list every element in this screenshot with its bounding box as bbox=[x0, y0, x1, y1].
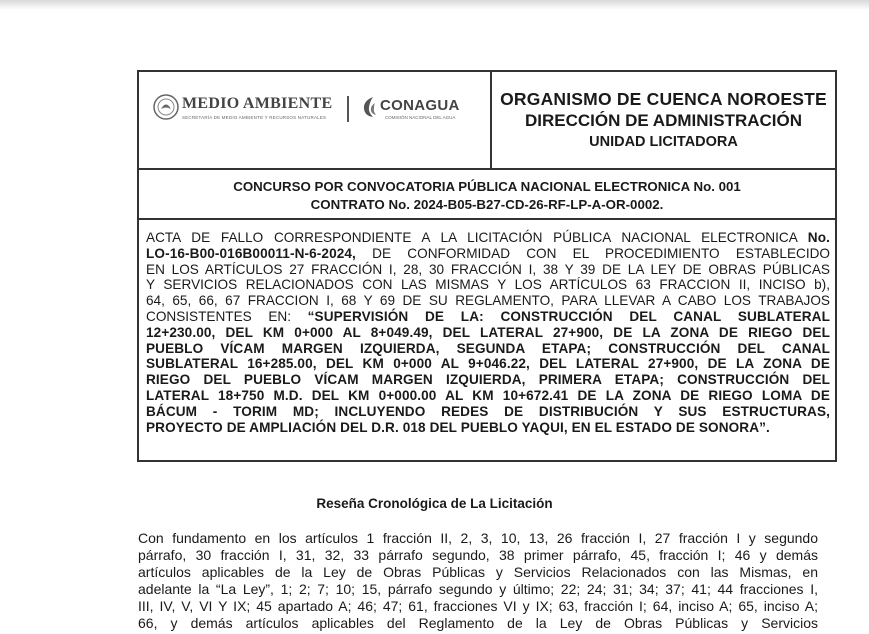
acta-text-segment: ACTA DE FALLO CORRESPONDIENTE A LA LICITACIÓN PÚBLICA NACIONAL ELECTRONICA bbox=[146, 230, 808, 245]
paragraph-line: adelante la “La Ley”, 1; 2; 7; 10; 15, párrafo segundo y último; 22; 24; 31; 34; 37; 41; 44 fracciones I, bbox=[138, 581, 818, 597]
contrato-line: CONTRATO No. 2024-B05-B27-CD-26-RF-LP-A-OR-0002. bbox=[310, 197, 664, 212]
organism-title-cell bbox=[492, 72, 835, 168]
page-top-shadow bbox=[0, 0, 869, 10]
acta-line: LATERAL 18+750 M.D. DEL KM 0+000.00 AL KM 10+672.41 DE LA ZONA DE RIEGO LOMA DE bbox=[146, 387, 830, 403]
mexico-emblem-icon bbox=[153, 94, 179, 120]
acta-line: PUEBLO VÍCAM MARGEN IZQUIERDA, SEGUNDA ETAPA; CONSTRUCCIÓN DEL CANAL bbox=[146, 340, 830, 356]
direccion-title: DIRECCIÓN DE ADMINISTRACIÓN bbox=[524, 111, 803, 130]
conagua-logo-icon bbox=[359, 95, 379, 119]
paragraph-line: III, IV, V, VI Y IX; 45 apartado A; 46; 47; 61, fracciones VI y IX; 63, fracción I; 64, inciso A; 65, inciso A; bbox=[138, 598, 818, 614]
logo-medio-ambiente-sub: SECRETARÍA DE MEDIO AMBIENTE Y RECURSOS NATURALES bbox=[182, 115, 327, 120]
organismo-title: ORGANISMO DE CUENCA NOROESTE bbox=[500, 89, 827, 109]
paragraph-line: 66, y demás artículos aplicables del Reglamento de la Ley de Obras Públicas y Servicios bbox=[138, 615, 818, 631]
acta-line bbox=[146, 246, 830, 262]
acta-line: 12+230.00, DEL KM 0+000 AL 8+049.49, DEL LATERAL 27+900, DE LA ZONA DE RIEGO DEL bbox=[146, 324, 830, 340]
acta-line: BÁCUM - TORIM MD; INCLUYENDO REDES DE DISTRIBUCIÓN Y SUS ESTRUCTURAS, bbox=[146, 403, 830, 419]
licitacion-number: LO-16-B00-016B00011-N-6-2024, bbox=[146, 245, 356, 261]
acta-bold-segment: “SUPERVISIÓN DE LA: CONSTRUCCIÓN DEL CANAL SUBLATERAL bbox=[307, 308, 831, 324]
fundamento-paragraph bbox=[138, 530, 818, 632]
acta-line: 64, 65, 66, 67 FRACCION I, 68 Y 69 DE SU REGLAMENTO, PARA LLEVAR A CABO LOS TRABAJOS bbox=[146, 293, 830, 309]
acta-line: SUBLATERAL 16+285.00, DEL KM 0+000 AL 9+046.22, DEL LATERAL 27+900, DE LA ZONA DE bbox=[146, 356, 830, 372]
header-row bbox=[139, 72, 835, 170]
acta-line: PROYECTO DE AMPLIACIÓN DEL D.R. 018 DEL PUEBLO YAQUI, EN EL ESTADO DE SONORA”. bbox=[146, 419, 770, 435]
paragraph-line: párrafo, 30 fracción I, 31, 32, 33 párrafo segundo, 38 primer párrafo, 45, fracción I; 46 y demás bbox=[138, 547, 818, 563]
unidad-title: UNIDAD LICITADORA bbox=[589, 134, 738, 150]
acta-line: Y SERVICIOS RELACIONADOS CON LAS MISMAS Y LOS ARTÍCULOS 63 FRACCION II, INCISO b), bbox=[146, 277, 830, 293]
section-title: Reseña Cronológica de La Licitación bbox=[316, 496, 553, 511]
acta-bold-segment: No. bbox=[807, 230, 830, 245]
paragraph-line: artículos aplicables de la Ley de Obras Públicas y Servicios Relacionados con las Mismas, en bbox=[138, 564, 818, 580]
concurso-block bbox=[139, 170, 835, 220]
acta-line bbox=[146, 230, 830, 246]
logo-conagua-sub: COMISIÓN NACIONAL DEL AGUA bbox=[385, 115, 456, 120]
logo-conagua: CONAGUA bbox=[380, 97, 460, 114]
acta-text bbox=[146, 230, 830, 435]
logo-medio-ambiente: MEDIO AMBIENTE bbox=[182, 95, 333, 112]
logo-cell bbox=[139, 72, 492, 168]
acta-text-segment: CONSISTENTES EN: bbox=[146, 308, 308, 324]
acta-text-segment: DE CONFORMIDAD CON EL PROCEDIMIENTO ESTABLECIDO bbox=[355, 245, 830, 261]
logo-separator bbox=[347, 96, 349, 122]
document-header-frame bbox=[137, 70, 837, 462]
concurso-line: CONCURSO POR CONVOCATORIA PÚBLICA NACIONAL ELECTRONICA No. 001 bbox=[233, 179, 741, 194]
acta-line: EN LOS ARTÍCULOS 27 FRACCIÓN I, 28, 30 FRACCIÓN I, 38 Y 39 DE LA LEY DE OBRAS PÚBLICAS bbox=[146, 261, 830, 277]
acta-line bbox=[146, 309, 830, 325]
paragraph-line: Con fundamento en los artículos 1 fracción II, 2, 3, 10, 13, 26 fracción I, 27 fracción I y segundo bbox=[138, 530, 818, 546]
acta-line: RIEGO DEL PUEBLO VÍCAM MARGEN IZQUIERDA, PRIMERA ETAPA; CONSTRUCCIÓN DEL bbox=[146, 372, 830, 388]
